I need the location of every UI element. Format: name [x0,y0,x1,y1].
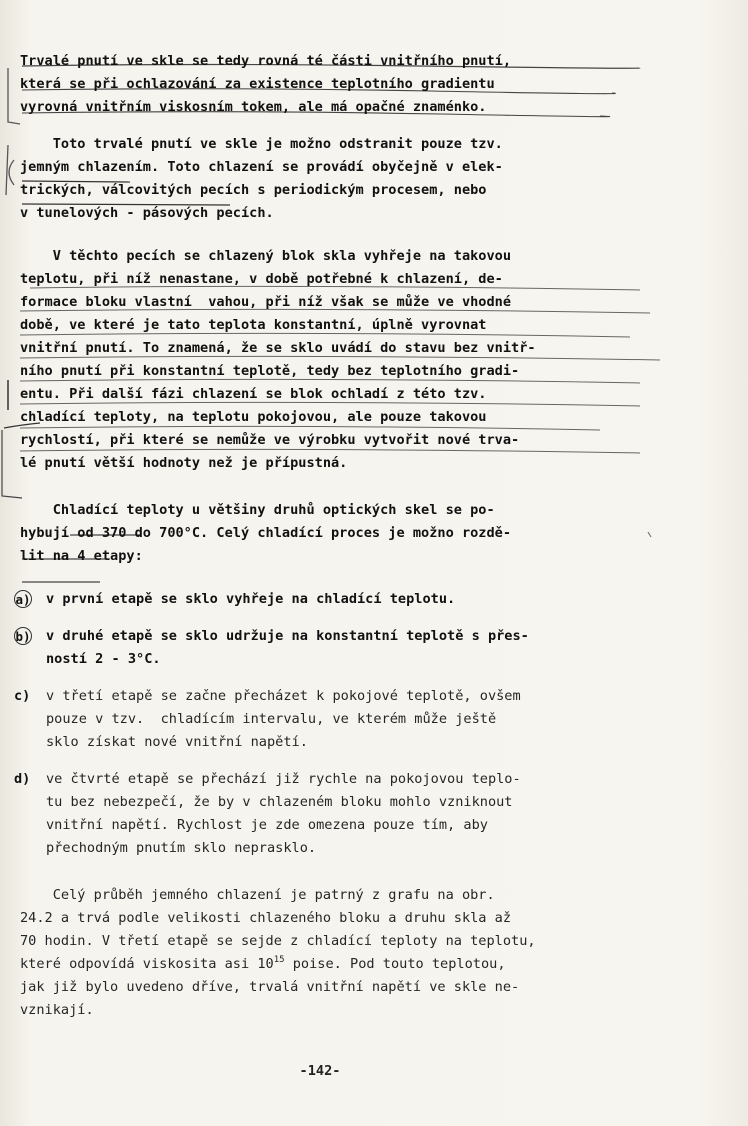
document-text [14,50,700,1022]
list-label-b: b) [15,629,31,644]
text-line: v první etapě se sklo vyhřeje na chladící teplotu. [46,591,456,607]
list-item-b [15,625,700,671]
text-line: přechodným pnutím sklo neprasklo. [46,840,317,856]
text-line: hybují od 370 do 700°C. Celý chladící proces je možno rozdě- [20,525,512,541]
paragraph-3 [20,245,700,475]
text-line: Trvalé pnutí ve skle se tedy rovná té části vnitřního pnutí, [20,53,512,69]
list-item-c [14,685,700,754]
text-line: sklo získat nové vnitřní napětí. [46,734,308,750]
text-line: Toto trvalé pnutí ve skle je možno odstranit pouze tzv. [20,136,503,152]
page-number: -142- [299,1063,341,1079]
text-line: pouze v tzv. chladícím intervalu, ve kterém může ještě [46,711,497,727]
paragraph-2 [20,133,700,225]
text-line: teplotu, při níž nenastane, v době potřebné k chlazení, de- [20,271,503,287]
text-line: vyrovná vnitřním viskosním tokem, ale má opačné znaménko. [20,99,487,115]
text-line: ností 2 - 3°C. [46,651,161,667]
list-label-c: c) [14,688,31,704]
text-line: V těchto pecích se chlazený blok skla vyhřeje na takovou [20,248,512,264]
text-line-with-exponent: které odpovídá viskosita asi $10^{15}$ poise. Pod touto teplotou, [20,955,506,972]
paragraph-4 [20,499,700,568]
text-line: ve čtvrté etapě se přechází již rychle na pokojovou teplo- [46,771,521,787]
text-line: jemným chlazením. Toto chlazení se provádí obyčejně v elek- [20,159,503,175]
text-line: v třetí etapě se začne přecházet k pokojové teplotě, ovšem [46,688,521,704]
text-line: jak již bylo uvedeno dříve, trvalá vnitřní napětí ve skle ne- [20,979,520,995]
text-line: ního pnutí při konstantní teplotě, tedy bez teplotního gradi- [20,363,520,379]
text-line: lit na 4 etapy: [20,548,143,564]
paragraph-1 [20,50,700,119]
text-line: 70 hodin. V třetí etapě se sejde z chladící teploty na teplotu, [20,933,536,949]
text-line: chladící teploty, na teplotu pokojovou, ale pouze takovou [20,409,487,425]
text-line: 24.2 a trvá podle velikosti chlazeného bloku a druhu skla až [20,910,512,926]
paragraph-closing [20,884,700,1022]
list-item-d [14,768,700,860]
text-line: lé pnutí větší hodnoty než je přípustná. [20,455,348,471]
text-line: která se při ochlazování za existence teplotního gradientu [20,76,495,92]
text-line: vnitřní pnutí. To znamená, že se sklo uvádí do stavu bez vnitř- [20,340,536,356]
text-line: vznikají. [20,1002,94,1018]
text-line: rychlostí, při které se nemůže ve výrobku vytvořit nové trva- [20,432,520,448]
text-line: entu. Při další fázi chlazení se blok ochladí z této tzv. [20,386,487,402]
text-line: trických, válcovitých pecích s periodickým procesem, nebo [20,182,487,198]
list-label-d: d) [14,771,31,787]
list-label-a: a) [15,592,31,607]
text-line: vnitřní napětí. Rychlost je zde omezena pouze tím, aby [46,817,488,833]
list-item-a [15,588,700,611]
text-line: Chladící teploty u většiny druhů optických skel se po- [20,502,495,518]
text-line: formace bloku vlastní vahou, při níž však se může ve vhodné [20,294,512,310]
text-line: v druhé etapě se sklo udržuje na konstantní teplotě s přes- [46,628,529,644]
text-line: tu bez nebezpečí, že by v chlazeném bloku mohlo vzniknout [46,794,513,810]
text-line: době, ve které je tato teplota konstantní, úplně vyrovnat [20,317,487,333]
text-line: Celý průběh jemného chlazení je patrný z grafu na obr. [20,887,495,903]
exponent: 15 [273,955,285,965]
text-line: v tunelových - pásových pecích. [20,205,274,221]
